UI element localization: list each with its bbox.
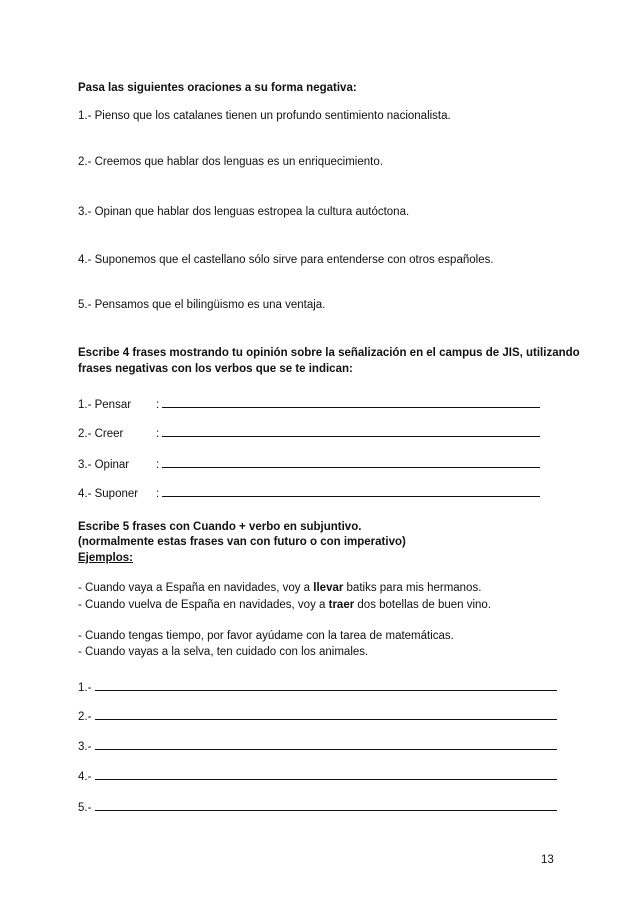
section2-answer-row-1 bbox=[78, 397, 540, 412]
section2-answer-row-3 bbox=[78, 457, 540, 472]
section3-heading-line2: (normalmente estas frases van con futuro o con imperativo) bbox=[78, 536, 406, 548]
section3-answer-row-1 bbox=[78, 680, 557, 695]
answer-blank-line[interactable] bbox=[95, 739, 557, 750]
colon: : bbox=[156, 428, 160, 440]
section2-answer-row-2 bbox=[78, 426, 540, 441]
answer-blank-line[interactable] bbox=[95, 769, 557, 780]
example-verb: llevar bbox=[313, 582, 344, 594]
colon: : bbox=[156, 488, 160, 500]
section1-item-1: 1.- Pienso que los catalanes tienen un profundo sentimiento nacionalista. bbox=[78, 110, 451, 122]
section1-heading: Pasa las siguientes oraciones a su forma negativa: bbox=[78, 82, 357, 94]
section3-answer-row-2 bbox=[78, 709, 557, 724]
answer-label: 2.- Creer bbox=[78, 428, 124, 440]
example-text: dos botellas de buen vino. bbox=[354, 599, 492, 611]
example-verb: traer bbox=[328, 599, 355, 611]
example-text: batiks para mis hermanos. bbox=[343, 582, 482, 594]
section1-item-3: 3.- Opinan que hablar dos lenguas estropea la cultura autóctona. bbox=[78, 206, 410, 218]
example-4: - Cuando vayas a la selva, ten cuidado con los animales. bbox=[78, 646, 369, 658]
section1-item-5: 5.- Pensamos que el bilingüismo es una ventaja. bbox=[78, 299, 326, 311]
example-2 bbox=[78, 598, 491, 612]
answer-blank-line[interactable] bbox=[162, 426, 540, 437]
colon: : bbox=[156, 459, 160, 471]
answer-label: 1.- bbox=[78, 682, 92, 694]
example-1 bbox=[78, 581, 481, 595]
section3-answer-row-4 bbox=[78, 769, 557, 784]
section2-heading-line1: Escribe 4 frases mostrando tu opinión sobre la señalización en el campus de JIS, utilizando bbox=[78, 347, 580, 359]
page-number: 13 bbox=[541, 854, 554, 866]
answer-label: 4.- Suponer bbox=[78, 488, 139, 500]
example-text: - Cuando vuelva de España en navidades, voy a bbox=[78, 599, 329, 611]
example-3: - Cuando tengas tiempo, por favor ayúdame con la tarea de matemáticas. bbox=[78, 630, 454, 642]
section2-answer-row-4 bbox=[78, 486, 540, 501]
answer-label: 4.- bbox=[78, 771, 92, 783]
answer-label: 3.- bbox=[78, 741, 92, 753]
section3-answer-row-5 bbox=[78, 800, 557, 815]
examples-label: Ejemplos: bbox=[78, 552, 133, 564]
answer-label: 3.- Opinar bbox=[78, 459, 130, 471]
section3-heading-line1: Escribe 5 frases con Cuando + verbo en subjuntivo. bbox=[78, 521, 362, 533]
answer-label: 2.- bbox=[78, 711, 92, 723]
answer-blank-line[interactable] bbox=[95, 709, 557, 720]
section2-heading-line2: frases negativas con los verbos que se te indican: bbox=[78, 363, 353, 375]
answer-label: 5.- bbox=[78, 802, 92, 814]
answer-blank-line[interactable] bbox=[162, 486, 540, 497]
section1-item-4: 4.- Suponemos que el castellano sólo sirve para entenderse con otros españoles. bbox=[78, 254, 494, 266]
answer-label: 1.- Pensar bbox=[78, 399, 132, 411]
answer-blank-line[interactable] bbox=[162, 457, 540, 468]
answer-blank-line[interactable] bbox=[162, 397, 540, 408]
colon: : bbox=[156, 399, 160, 411]
section1-item-2: 2.- Creemos que hablar dos lenguas es un enriquecimiento. bbox=[78, 156, 383, 168]
answer-blank-line[interactable] bbox=[95, 800, 557, 811]
section3-answer-row-3 bbox=[78, 739, 557, 754]
example-text: - Cuando vaya a España en navidades, voy a bbox=[78, 582, 314, 594]
answer-blank-line[interactable] bbox=[95, 680, 557, 691]
